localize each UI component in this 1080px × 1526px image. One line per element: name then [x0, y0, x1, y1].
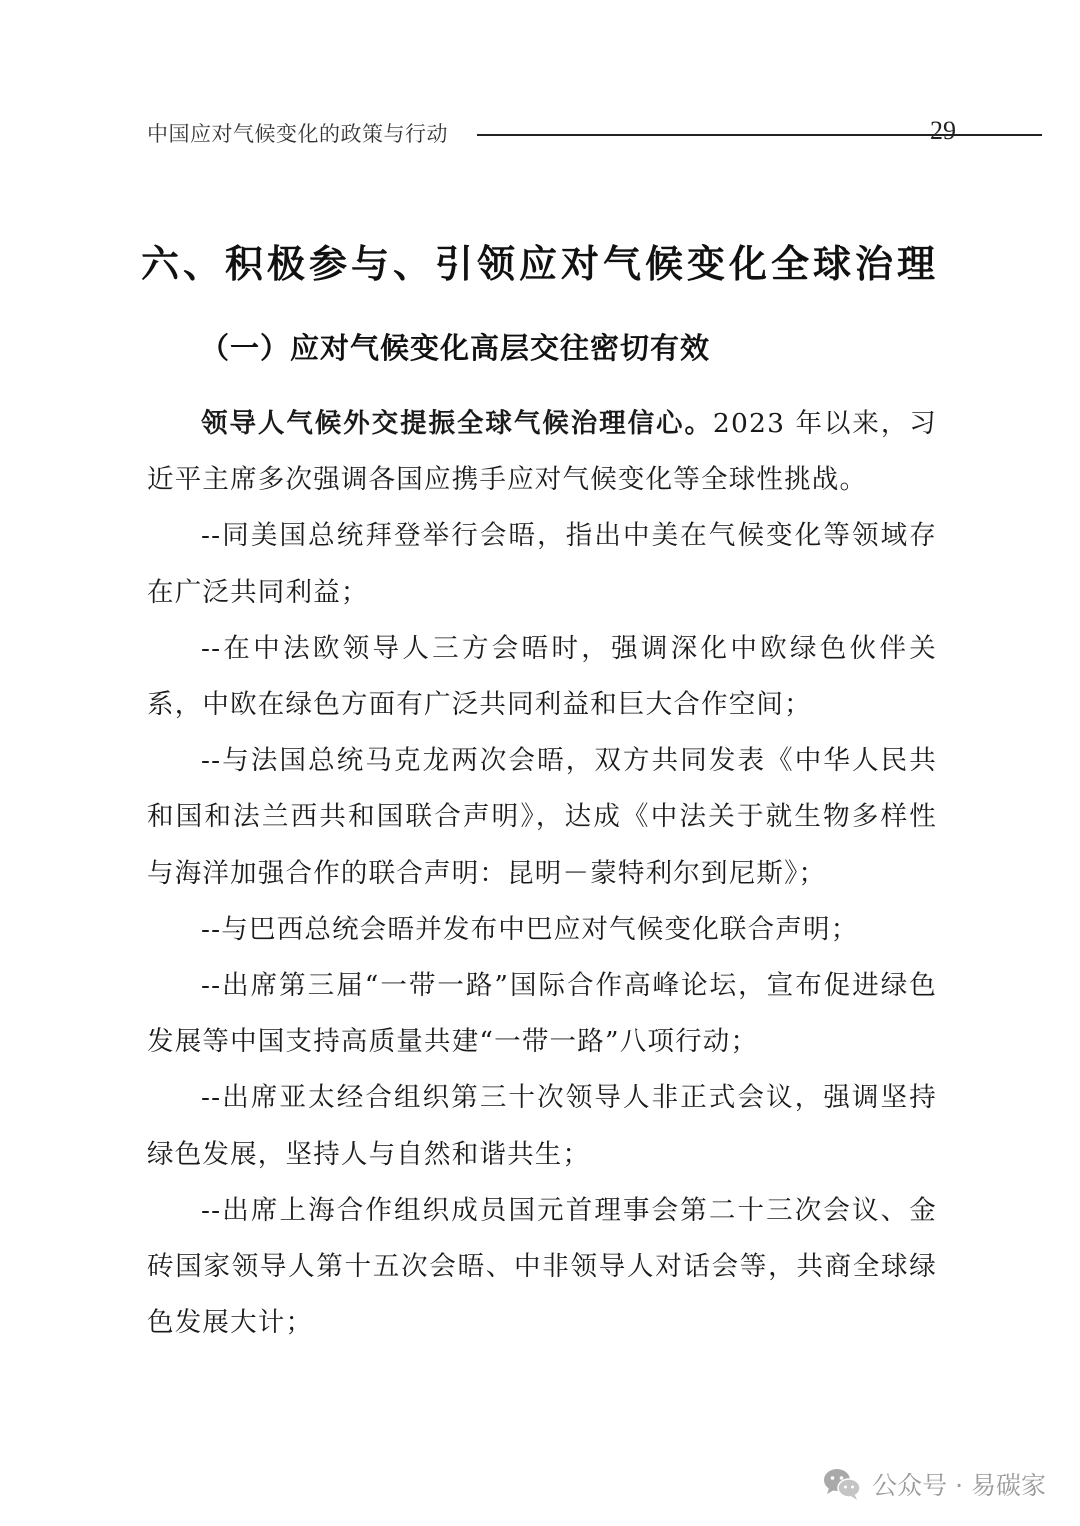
list-item: --与巴西总统会晤并发布中巴应对气候变化联合声明； — [201, 913, 859, 945]
header-rule — [477, 134, 1042, 136]
watermark — [822, 1462, 1046, 1506]
header-title: 中国应对气候变化的政策与行动 — [147, 122, 448, 146]
list-item: --出席亚太经合组织第三十次领导人非正式会议，强调坚持绿色发展，坚持人与自然和谐共生； — [147, 1082, 937, 1170]
list-item: --同美国总统拜登举行会晤，指出中美在气候变化等领域存在广泛共同利益； — [147, 520, 937, 608]
list-item: --在中法欧领导人三方会晤时，强调深化中欧绿色伙伴关系，中欧在绿色方面有广泛共同利益和巨大合作空间； — [147, 632, 937, 721]
wechat-icon — [822, 1466, 862, 1502]
page-number: 29 — [930, 116, 956, 145]
list-item: --出席上海合作组织成员国元首理事会第二十三次会议、金砖国家领导人第十五次会晤、中非领导人对话会等，共商全球绿色发展大计； — [147, 1194, 937, 1339]
lead-sentence: 领导人气候外交提振全球气候治理信心。 — [201, 408, 713, 439]
lead-paragraph — [147, 396, 937, 508]
subsection-heading: （一）应对气候变化高层交往密切有效 — [200, 331, 711, 365]
list-item: --出席第三届“一带一路”国际合作高峰论坛，宣布促进绿色发展等中国支持高质量共建“一带一路”八项行动； — [147, 970, 937, 1058]
lead-paragraph-text: 2023 年以来，习近平主席多次强调各国应携手应对气候变化等全球性挑战。 — [147, 408, 937, 496]
list-item: --与法国总统马克龙两次会晤，双方共同发表《中华人民共和国和法兰西共和国联合声明》，达成《中法关于就生物多样性与海洋加强合作的联合声明：昆明－蒙特利尔到尼斯》； — [147, 745, 937, 889]
body-text — [147, 396, 937, 1351]
section-heading: 六、积极参与、引领应对气候变化全球治理 — [140, 242, 939, 286]
watermark-text: 公众号 · 易碳家 — [872, 1471, 1046, 1500]
running-header — [147, 116, 962, 152]
